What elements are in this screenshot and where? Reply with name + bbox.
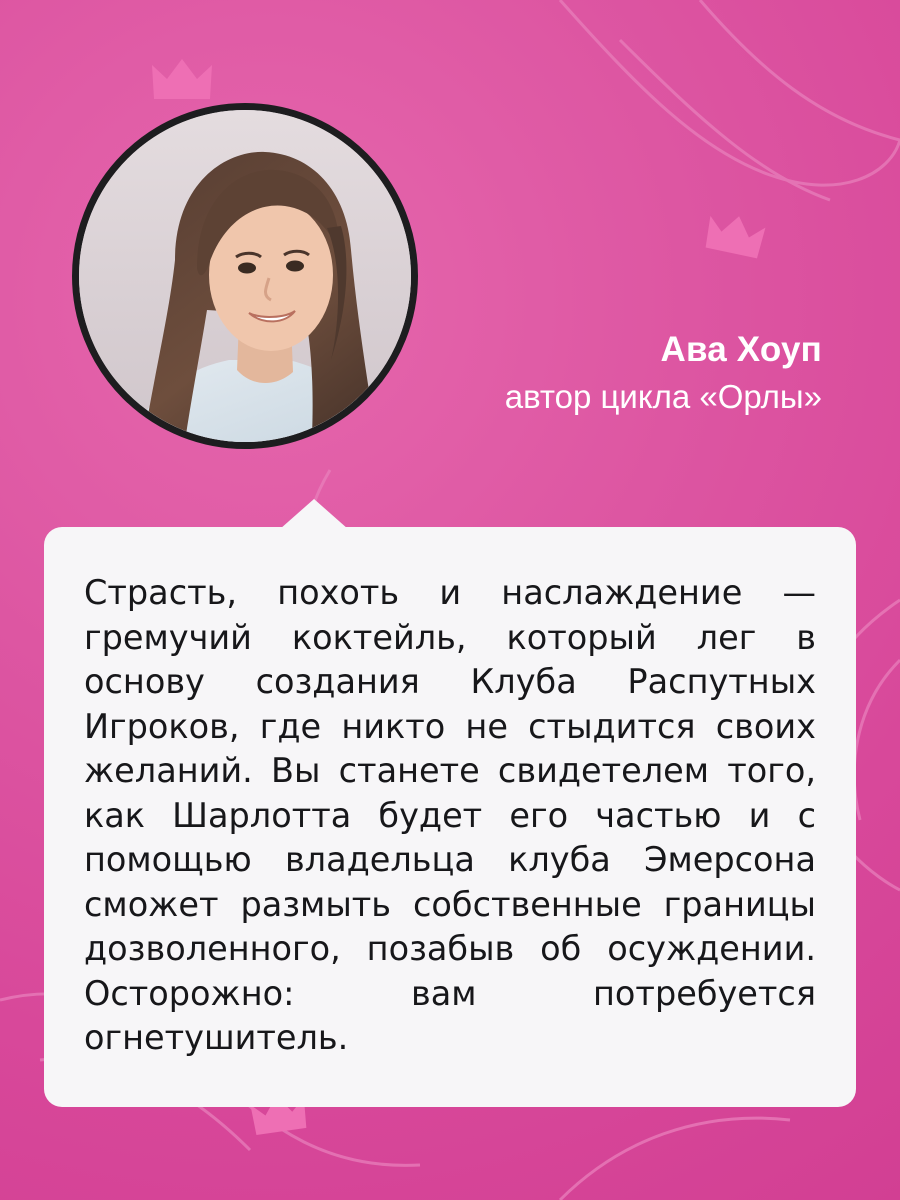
crown-icon	[701, 206, 769, 264]
crown-icon	[150, 55, 214, 105]
author-name: Ава Хоуп	[660, 330, 822, 369]
quote-bubble	[44, 527, 856, 1107]
author-role: автор цикла «Орлы»	[504, 378, 822, 416]
author-block	[505, 330, 822, 419]
bubble-tail	[280, 499, 348, 529]
quote-text: Страсть, похоть и наслаждение — гремучий коктейль, который лег в основу создания Клуба Распутных Игроков, где никто не стыдится своих желаний. Вы станете свидетелем того, как Шарлотта будет его частью и с помощью владельца клуба Эмерсона сможет размыть собственные границы дозволенного, позабыв об осуждении. Осторожно: вам потребуется огнетушитель.	[84, 573, 816, 1058]
avatar-photo	[79, 110, 411, 442]
avatar	[72, 103, 418, 449]
